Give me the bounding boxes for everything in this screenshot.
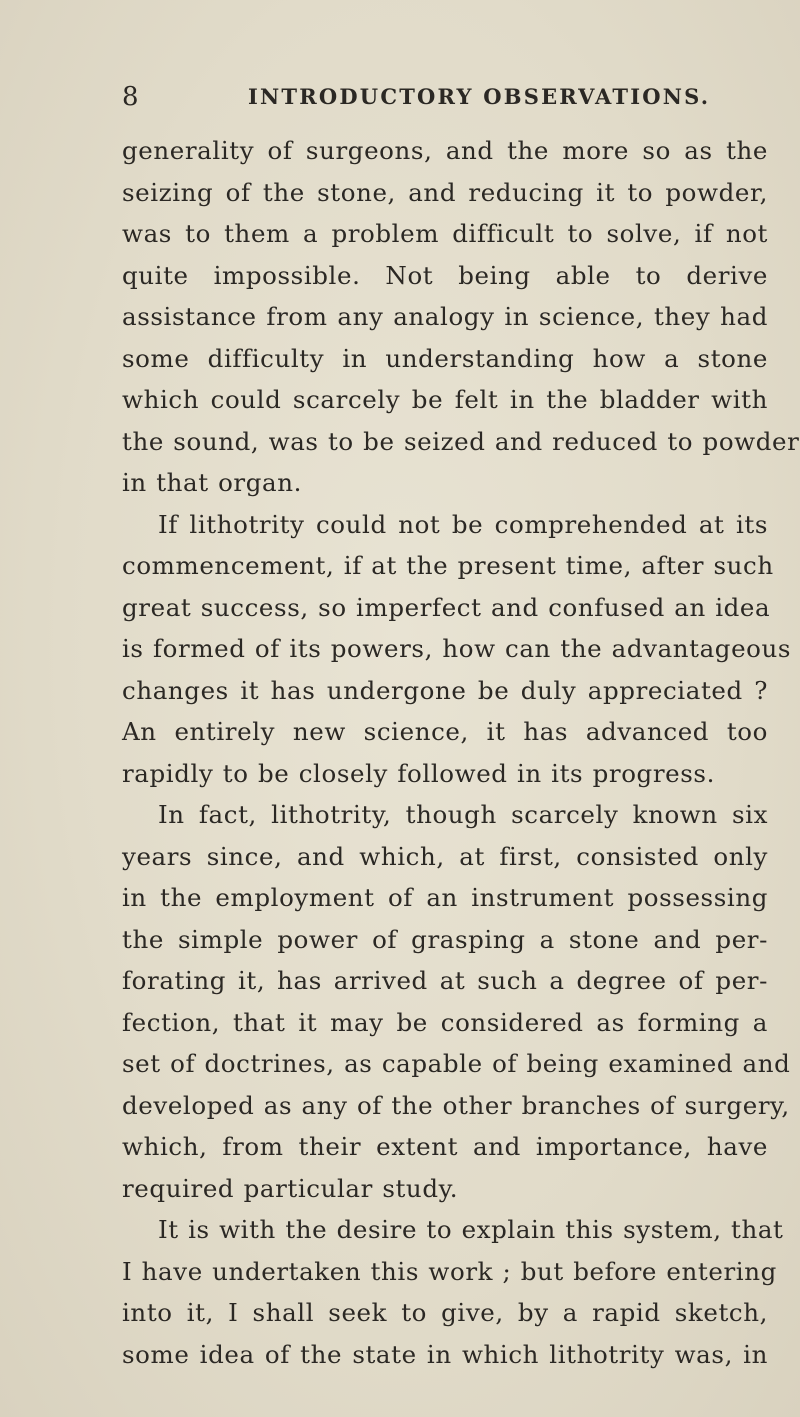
text-line: An entirely new science, it has advanced too [122,717,768,746]
text-line: years since, and which, at first, consisted only [122,841,768,871]
text-line: is formed of its powers, how can the advantageous [122,634,792,663]
text-line: rapidly to be closely followed in its progress. [122,758,715,788]
paragraph-start: If lithotrity could not be comprehended at its [158,509,768,539]
text-line: I have undertaken this work ; but before entering [122,1256,777,1286]
text-line: great success, so imperfect and confused an idea [122,592,771,622]
page-header [0,82,800,116]
body-text [122,130,800,1375]
text-line: set of doctrines, as capable of being examined and [122,1049,791,1078]
paragraph-start: In fact, lithotrity, though scarcely known six [158,800,768,829]
text-line: developed as any of the other branches of surgery, [122,1090,790,1120]
text-line: commencement, if at the present time, after such [122,551,774,580]
paragraph-start: It is with the desire to explain this system, that [158,1215,784,1244]
text-line: into it, I shall seek to give, by a rapid sketch, [122,1298,768,1327]
text-line: changes it has undergone be duly appreciated ? [122,675,768,705]
text-line: which could scarcely be felt in the bladder with [122,385,768,414]
text-line: seizing of the stone, and reducing it to powder, [122,177,768,207]
text-line: in the employment of an instrument possessing [122,883,768,912]
text-line: quite impossible. Not being able to derive [122,260,768,290]
text-line: required particular study. [122,1173,459,1203]
text-line: assistance from any analogy in science, they had [122,302,768,331]
text-line: which, from their extent and importance, have [122,1132,768,1161]
text-line: some idea of the state in which lithotrity was, in [122,1339,768,1369]
text-line: the simple power of grasping a stone and per- [122,924,768,954]
text-line: fection, that it may be considered as forming a [122,1007,768,1037]
text-line: was to them a problem difficult to solve, if not [122,219,768,248]
text-line: forating it, has arrived at such a degree of per- [122,966,768,995]
text-line: in that organ. [122,468,302,497]
text-line: some difficulty in understanding how a stone [122,343,768,373]
running-head: INTRODUCTORY OBSERVATIONS. [248,84,711,109]
text-line: the sound, was to be seized and reduced to powder [122,426,800,456]
text-line: generality of surgeons, and the more so as the [122,136,768,165]
page-number: 8 [122,82,140,112]
